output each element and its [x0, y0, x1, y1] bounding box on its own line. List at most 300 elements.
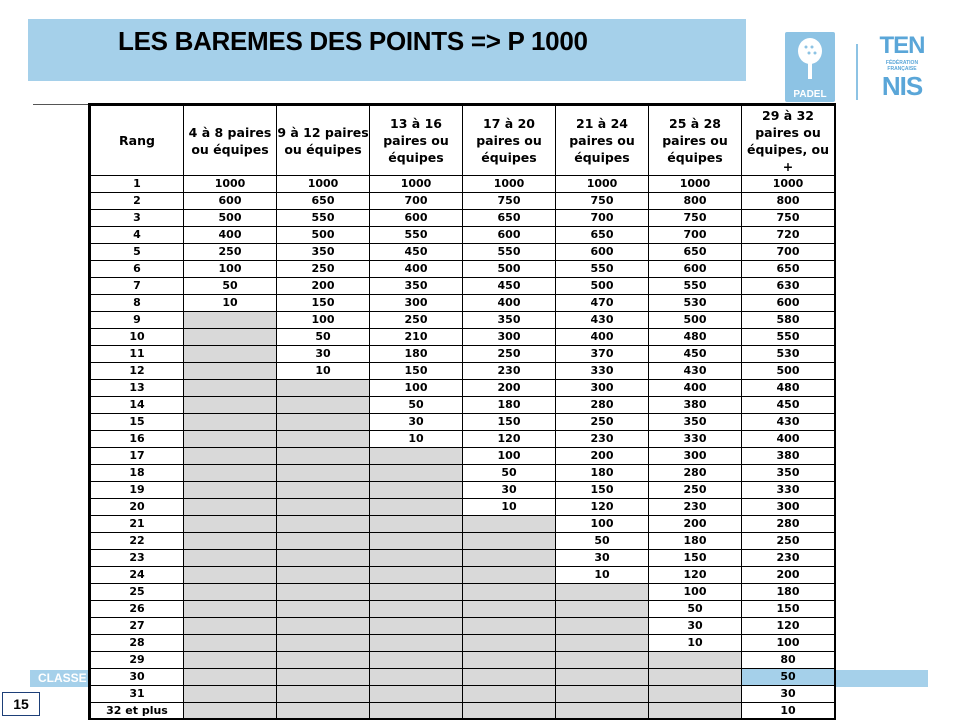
points-cell: 250: [277, 261, 370, 278]
points-cell: 550: [370, 227, 463, 244]
points-cell: 120: [556, 499, 649, 516]
rank-cell: 3: [91, 210, 184, 227]
points-cell: [184, 346, 277, 363]
points-cell: [463, 703, 556, 720]
table-row: [91, 363, 835, 380]
table-row: [91, 261, 835, 278]
rank-cell: 20: [91, 499, 184, 516]
header-rang: Rang: [91, 106, 184, 176]
points-cell: [184, 652, 277, 669]
points-cell: 550: [649, 278, 742, 295]
points-cell: 280: [742, 516, 835, 533]
points-cell: 250: [370, 312, 463, 329]
points-cell: [184, 363, 277, 380]
points-cell: 10: [463, 499, 556, 516]
points-cell: 30: [556, 550, 649, 567]
points-cell: 700: [649, 227, 742, 244]
points-cell: 300: [556, 380, 649, 397]
points-cell: [277, 431, 370, 448]
header-col-5: 21 à 24 paires ou équipes: [556, 106, 649, 176]
points-cell: 50: [649, 601, 742, 618]
table-body: [91, 176, 835, 720]
table-row: [91, 431, 835, 448]
logo-divider: [856, 44, 858, 100]
points-cell: [184, 584, 277, 601]
points-cell: 230: [742, 550, 835, 567]
points-cell: 120: [463, 431, 556, 448]
points-cell: 500: [463, 261, 556, 278]
points-cell: [277, 499, 370, 516]
points-cell: 500: [277, 227, 370, 244]
points-cell: 50: [370, 397, 463, 414]
points-cell: 300: [463, 329, 556, 346]
points-cell: 280: [556, 397, 649, 414]
table-row: [91, 210, 835, 227]
rank-cell: 31: [91, 686, 184, 703]
points-cell: 500: [184, 210, 277, 227]
rank-cell: 27: [91, 618, 184, 635]
points-cell: 30: [463, 482, 556, 499]
points-cell: 250: [556, 414, 649, 431]
table-row: [91, 482, 835, 499]
points-cell: [277, 618, 370, 635]
points-cell: 600: [184, 193, 277, 210]
table-row: [91, 499, 835, 516]
points-cell: 1000: [463, 176, 556, 193]
tennis-logo-sub2: FRANÇAISE: [887, 66, 917, 72]
rank-cell: 18: [91, 465, 184, 482]
points-cell: 580: [742, 312, 835, 329]
points-cell: 1000: [184, 176, 277, 193]
points-cell: [277, 397, 370, 414]
points-cell: 600: [463, 227, 556, 244]
points-cell: [463, 652, 556, 669]
rank-cell: 23: [91, 550, 184, 567]
table-row: [91, 516, 835, 533]
table-row: [91, 397, 835, 414]
points-cell: [277, 652, 370, 669]
points-cell: 280: [649, 465, 742, 482]
points-cell: [370, 686, 463, 703]
points-cell: [277, 584, 370, 601]
points-cell: [370, 550, 463, 567]
points-cell: 300: [742, 499, 835, 516]
rank-cell: 29: [91, 652, 184, 669]
points-cell: [556, 686, 649, 703]
rank-cell: 32 et plus: [91, 703, 184, 720]
rank-cell: 30: [91, 669, 184, 686]
points-cell: 10: [742, 703, 835, 720]
points-cell: 250: [184, 244, 277, 261]
table-row: [91, 227, 835, 244]
points-cell: 250: [463, 346, 556, 363]
points-cell: 230: [463, 363, 556, 380]
table-row: [91, 176, 835, 193]
points-cell: 650: [742, 261, 835, 278]
points-cell: [370, 482, 463, 499]
points-cell: 180: [649, 533, 742, 550]
rank-cell: 8: [91, 295, 184, 312]
points-cell: 1000: [649, 176, 742, 193]
rank-cell: 17: [91, 448, 184, 465]
rank-cell: 25: [91, 584, 184, 601]
table-row: [91, 295, 835, 312]
points-cell: 50: [184, 278, 277, 295]
points-cell: 10: [277, 363, 370, 380]
tennis-logo-bottom: NIS: [881, 71, 923, 101]
points-cell: 330: [649, 431, 742, 448]
table-row: [91, 601, 835, 618]
points-cell: 200: [556, 448, 649, 465]
points-cell: 330: [556, 363, 649, 380]
points-cell: 230: [556, 431, 649, 448]
points-cell: 100: [370, 380, 463, 397]
points-cell: [184, 703, 277, 720]
points-cell: 350: [742, 465, 835, 482]
rank-cell: 10: [91, 329, 184, 346]
points-cell: [184, 431, 277, 448]
rank-cell: 1: [91, 176, 184, 193]
page-title: LES BAREMES DES POINTS => P 1000: [118, 26, 588, 56]
table-row: [91, 686, 835, 703]
points-cell: 380: [649, 397, 742, 414]
points-cell: [370, 533, 463, 550]
points-cell: 180: [370, 346, 463, 363]
points-cell: 350: [649, 414, 742, 431]
points-cell: 500: [556, 278, 649, 295]
points-cell: 50: [277, 329, 370, 346]
points-cell: [184, 414, 277, 431]
points-cell: 750: [463, 193, 556, 210]
points-cell: [556, 618, 649, 635]
rank-cell: 11: [91, 346, 184, 363]
header-col-7: 29 à 32 paires ou équipes, ou +: [742, 106, 835, 176]
table-row: [91, 703, 835, 720]
points-cell: [184, 380, 277, 397]
points-cell: [370, 635, 463, 652]
points-cell: [277, 601, 370, 618]
points-cell: [277, 703, 370, 720]
rank-cell: 2: [91, 193, 184, 210]
points-cell: 330: [742, 482, 835, 499]
points-cell: 50: [463, 465, 556, 482]
points-cell: 120: [649, 567, 742, 584]
points-cell: [184, 550, 277, 567]
points-cell: [556, 652, 649, 669]
points-cell: 120: [742, 618, 835, 635]
points-cell: [184, 618, 277, 635]
points-cell: 150: [463, 414, 556, 431]
tennis-logo-sub1: FÉDÉRATION: [885, 60, 919, 66]
table-row: [91, 669, 835, 686]
points-cell: 230: [649, 499, 742, 516]
table-row: [91, 244, 835, 261]
points-cell: 1000: [277, 176, 370, 193]
points-cell: 700: [742, 244, 835, 261]
points-cell: [184, 329, 277, 346]
padel-logo: [785, 32, 835, 102]
points-cell: 350: [463, 312, 556, 329]
points-cell: 650: [277, 193, 370, 210]
points-cell: [184, 601, 277, 618]
points-cell: [463, 533, 556, 550]
points-cell: 200: [277, 278, 370, 295]
rank-cell: 7: [91, 278, 184, 295]
points-cell: 80: [742, 652, 835, 669]
rank-cell: 12: [91, 363, 184, 380]
points-cell: 400: [370, 261, 463, 278]
points-cell: [556, 635, 649, 652]
points-cell: 700: [556, 210, 649, 227]
points-cell: [370, 567, 463, 584]
points-table-container: [88, 103, 836, 720]
points-cell: [277, 686, 370, 703]
points-cell: 450: [649, 346, 742, 363]
points-cell: [370, 516, 463, 533]
points-cell: [463, 567, 556, 584]
points-cell: [184, 465, 277, 482]
points-cell: 550: [742, 329, 835, 346]
points-cell: [463, 516, 556, 533]
padel-racket-icon: [793, 36, 827, 84]
points-cell: 500: [742, 363, 835, 380]
rank-cell: 13: [91, 380, 184, 397]
points-cell: 100: [742, 635, 835, 652]
points-cell: 350: [277, 244, 370, 261]
points-cell: 200: [742, 567, 835, 584]
points-cell: [370, 499, 463, 516]
points-cell: [463, 584, 556, 601]
points-cell: [277, 448, 370, 465]
points-cell: 1000: [556, 176, 649, 193]
points-cell: [277, 567, 370, 584]
points-cell: 450: [742, 397, 835, 414]
points-cell: [370, 601, 463, 618]
points-cell: 1000: [742, 176, 835, 193]
points-cell: 630: [742, 278, 835, 295]
table-row: [91, 448, 835, 465]
points-cell: 600: [742, 295, 835, 312]
table-row: [91, 652, 835, 669]
points-cell: 450: [370, 244, 463, 261]
table-row: [91, 414, 835, 431]
points-cell: [277, 465, 370, 482]
points-cell: 430: [556, 312, 649, 329]
header-col-4: 17 à 20 paires ou équipes: [463, 106, 556, 176]
header-col-3: 13 à 16 paires ou équipes: [370, 106, 463, 176]
points-cell: 430: [742, 414, 835, 431]
points-table: [90, 105, 835, 720]
points-cell: [370, 448, 463, 465]
points-cell: 150: [649, 550, 742, 567]
points-cell: 650: [556, 227, 649, 244]
rank-cell: 22: [91, 533, 184, 550]
points-cell: 100: [649, 584, 742, 601]
points-cell: [184, 499, 277, 516]
points-cell: 30: [649, 618, 742, 635]
padel-label: PADEL: [793, 89, 827, 100]
points-cell: [184, 312, 277, 329]
table-row: [91, 380, 835, 397]
points-cell: [277, 482, 370, 499]
points-cell: 600: [556, 244, 649, 261]
points-cell: 600: [649, 261, 742, 278]
points-cell: [370, 669, 463, 686]
points-cell: 10: [184, 295, 277, 312]
points-cell: 1000: [370, 176, 463, 193]
points-cell: [184, 686, 277, 703]
table-header-row: [91, 106, 835, 176]
points-cell: [277, 635, 370, 652]
points-cell: [370, 652, 463, 669]
points-cell: 300: [649, 448, 742, 465]
points-cell: [184, 635, 277, 652]
rank-cell: 19: [91, 482, 184, 499]
rank-cell: 6: [91, 261, 184, 278]
points-cell: [649, 652, 742, 669]
footer-label: CLASSE: [38, 671, 87, 685]
points-cell: 150: [370, 363, 463, 380]
points-cell: 250: [742, 533, 835, 550]
points-cell: 210: [370, 329, 463, 346]
table-row: [91, 533, 835, 550]
points-cell: [370, 618, 463, 635]
points-cell: [463, 618, 556, 635]
points-cell: [556, 703, 649, 720]
points-cell: [277, 414, 370, 431]
table-row: [91, 465, 835, 482]
page-number: 15: [2, 692, 40, 716]
points-cell: 180: [556, 465, 649, 482]
points-cell: 370: [556, 346, 649, 363]
points-cell: 430: [649, 363, 742, 380]
points-cell: [277, 550, 370, 567]
header-col-1: 4 à 8 paires ou équipes: [184, 106, 277, 176]
points-cell: 150: [742, 601, 835, 618]
table-row: [91, 346, 835, 363]
table-row: [91, 550, 835, 567]
points-cell: 400: [649, 380, 742, 397]
points-cell: [370, 703, 463, 720]
points-cell: [184, 516, 277, 533]
rank-cell: 9: [91, 312, 184, 329]
points-cell: 500: [649, 312, 742, 329]
rank-cell: 14: [91, 397, 184, 414]
points-cell: [463, 669, 556, 686]
points-cell: 150: [556, 482, 649, 499]
points-cell: 480: [649, 329, 742, 346]
points-cell: 400: [463, 295, 556, 312]
tennis-logo-top: TEN: [879, 32, 925, 59]
table-row: [91, 618, 835, 635]
points-cell: 530: [742, 346, 835, 363]
points-cell: 50: [556, 533, 649, 550]
points-cell: [463, 550, 556, 567]
table-row: [91, 584, 835, 601]
points-cell: 650: [649, 244, 742, 261]
points-cell: 100: [463, 448, 556, 465]
points-cell: [463, 635, 556, 652]
points-cell: 10: [370, 431, 463, 448]
rank-cell: 24: [91, 567, 184, 584]
points-cell: [556, 584, 649, 601]
rank-cell: 21: [91, 516, 184, 533]
points-cell: 250: [649, 482, 742, 499]
points-cell: 100: [277, 312, 370, 329]
rank-cell: 26: [91, 601, 184, 618]
points-cell: 750: [742, 210, 835, 227]
points-cell: [184, 482, 277, 499]
table-row: [91, 635, 835, 652]
points-cell: [463, 601, 556, 618]
points-cell: [556, 669, 649, 686]
points-cell: 800: [742, 193, 835, 210]
points-cell: [370, 584, 463, 601]
rank-cell: 28: [91, 635, 184, 652]
points-cell: 200: [649, 516, 742, 533]
points-cell: 550: [463, 244, 556, 261]
points-cell: 10: [556, 567, 649, 584]
rank-cell: 16: [91, 431, 184, 448]
table-row: [91, 329, 835, 346]
points-cell: 200: [463, 380, 556, 397]
points-cell: 750: [649, 210, 742, 227]
points-cell: [277, 533, 370, 550]
points-cell: 400: [184, 227, 277, 244]
points-cell: 550: [556, 261, 649, 278]
points-cell: 30: [277, 346, 370, 363]
points-cell: 150: [277, 295, 370, 312]
points-cell: 180: [463, 397, 556, 414]
points-cell: 100: [556, 516, 649, 533]
table-row: [91, 567, 835, 584]
points-cell: 10: [649, 635, 742, 652]
table-row: [91, 193, 835, 210]
points-cell: 380: [742, 448, 835, 465]
points-cell: [649, 686, 742, 703]
points-cell: [649, 703, 742, 720]
points-cell: 600: [370, 210, 463, 227]
points-cell: 470: [556, 295, 649, 312]
points-cell: 180: [742, 584, 835, 601]
rank-cell: 15: [91, 414, 184, 431]
points-cell: [277, 669, 370, 686]
points-cell: 650: [463, 210, 556, 227]
points-cell: 350: [370, 278, 463, 295]
points-cell: 50: [742, 669, 835, 686]
points-cell: 750: [556, 193, 649, 210]
table-row: [91, 312, 835, 329]
points-cell: 100: [184, 261, 277, 278]
points-cell: 550: [277, 210, 370, 227]
points-cell: 400: [556, 329, 649, 346]
points-cell: 720: [742, 227, 835, 244]
points-cell: 800: [649, 193, 742, 210]
points-cell: [184, 533, 277, 550]
points-cell: 300: [370, 295, 463, 312]
rank-cell: 5: [91, 244, 184, 261]
points-cell: 30: [370, 414, 463, 431]
rank-cell: 4: [91, 227, 184, 244]
points-cell: [277, 380, 370, 397]
points-cell: [649, 669, 742, 686]
fft-tennis-logo: [876, 32, 928, 112]
points-cell: [556, 601, 649, 618]
points-cell: [184, 448, 277, 465]
points-cell: [463, 686, 556, 703]
points-cell: [184, 567, 277, 584]
points-cell: [370, 465, 463, 482]
